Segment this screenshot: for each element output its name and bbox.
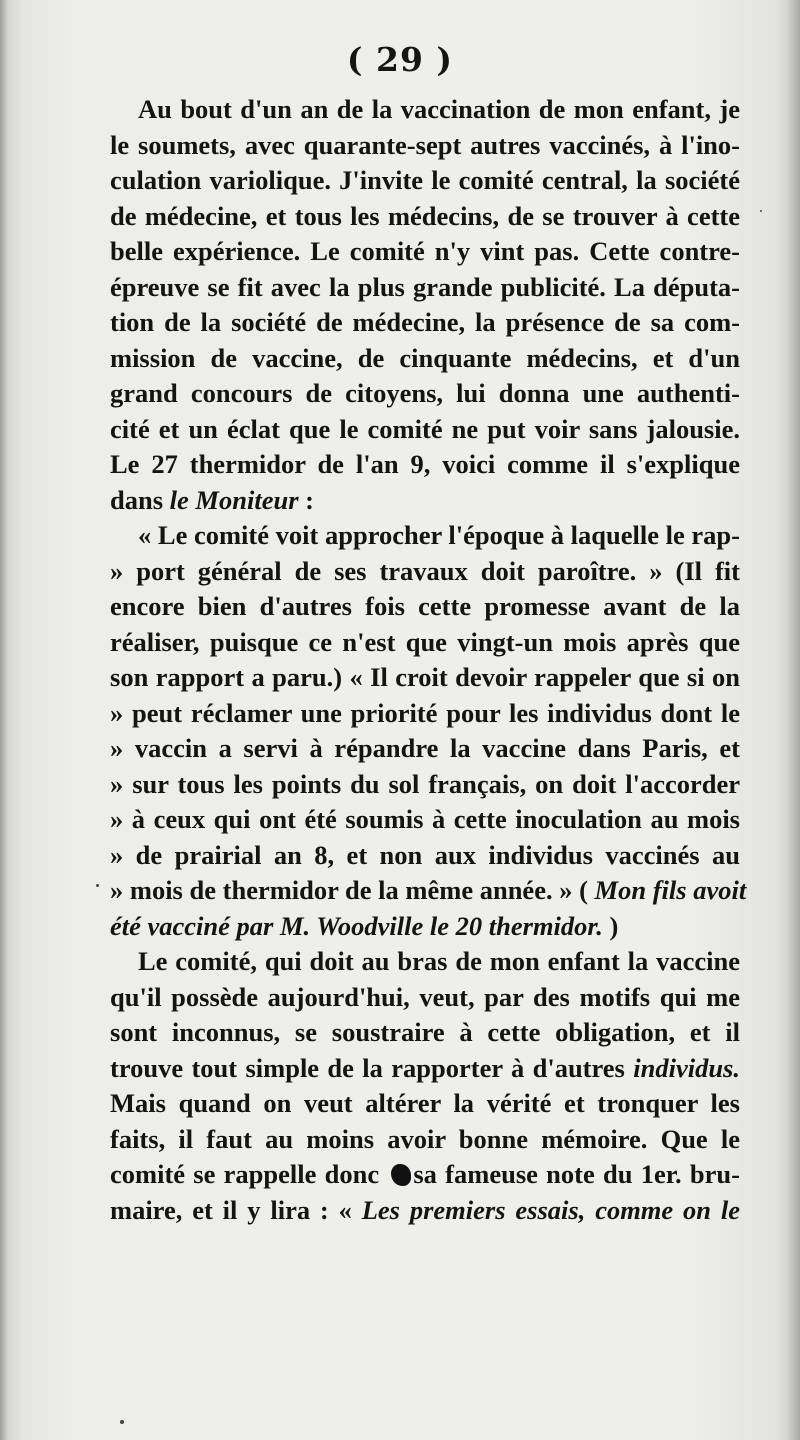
page-number: ( 29 ) [346, 40, 454, 79]
text-line [110, 660, 740, 696]
line-text: » à ceux qui ont été soumis à cette inoculation au mois [110, 804, 740, 834]
line-text: réaliser, puisque ce n'est que vingt-un mois après que [110, 626, 740, 657]
text-line [110, 447, 740, 483]
line-text: Au bout d'un an de la vaccination de mon enfant, je [138, 94, 740, 124]
line-text: Le 27 thermidor de l'an 9, voici comme il s'explique [110, 449, 740, 479]
text-line [110, 873, 747, 909]
line-text: tion de la société de médecine, la présence de sa com- [110, 307, 740, 337]
text-line [110, 92, 740, 128]
text-line [110, 234, 740, 270]
text-line [110, 1051, 740, 1087]
line-text: cité et un éclat que le comité ne put voir sans jalousie. [110, 413, 740, 444]
line-text: Le comité, qui doit au bras de mon enfant la vaccine [138, 946, 740, 976]
line-text: faits, il faut au moins avoir bonne mémoire. Que le [110, 1123, 740, 1154]
text-line [110, 909, 740, 945]
line-text: son rapport a paru.) « Il croit devoir rappeler que si on [110, 662, 740, 692]
line-text: ) [602, 910, 619, 941]
page-right-edge [786, 0, 800, 1440]
text-line [110, 270, 740, 306]
line-text: sa fameuse note du 1er. bru- [413, 1159, 740, 1189]
line-text: » de prairial an 8, et non aux individus vaccinés au [110, 839, 740, 870]
text-line [110, 589, 740, 625]
italic-text: le Moniteur [169, 484, 299, 515]
text-line [110, 128, 740, 164]
line-text: » peut réclamer une priorité pour les individus dont le [110, 697, 740, 728]
italic-text: Les premiers essais, comme on le [361, 1194, 741, 1225]
text-line [110, 944, 740, 980]
italic-text: individus. [633, 1052, 740, 1083]
line-text: culation variolique. J'invite le comité central, la société [110, 165, 740, 195]
page-left-edge [0, 0, 8, 1440]
line-text: comité se rappelle donc [110, 1159, 388, 1189]
text-line [110, 980, 740, 1016]
line-text: de médecine, et tous les médecins, de se trouver à cette [110, 200, 740, 231]
line-text: » vaccin a servi à répandre la vaccine dans Paris, et [110, 733, 740, 763]
line-text: belle expérience. Le comité n'y vint pas. Cette contre- [110, 236, 740, 266]
ink-blot-icon [391, 1164, 411, 1186]
text-line [110, 838, 740, 874]
text-line [110, 554, 740, 590]
text-line [110, 412, 740, 448]
line-text: qu'il possède aujourd'hui, veut, par des motifs qui me [110, 981, 740, 1012]
line-text: épreuve se fit avec la plus grande publicité. La députa- [110, 271, 740, 302]
line-text: grand concours de citoyens, lui donna une authenti- [110, 378, 740, 408]
text-line [110, 199, 740, 235]
line-text: : [298, 484, 314, 515]
body-text [110, 92, 747, 1228]
paper-speck [96, 884, 99, 887]
line-text: encore bien d'autres fois cette promesse avant de la [110, 591, 740, 621]
text-line [110, 341, 740, 377]
text-line [110, 767, 740, 803]
line-text: » port général de ses travaux doit paroître. » (Il fit [110, 555, 740, 586]
text-line [110, 1122, 740, 1158]
line-text: » mois de thermidor de la même année. » ( [110, 875, 595, 905]
text-line [110, 1157, 740, 1193]
text-line [110, 696, 740, 732]
line-text: « Le comité voit approcher l'époque à laquelle le rap- [138, 520, 740, 550]
paper-speck [120, 1420, 124, 1424]
text-line [110, 1015, 740, 1051]
italic-text: Mon fils avoit [594, 875, 747, 905]
line-text: dans [110, 484, 170, 515]
paper-speck [760, 210, 762, 212]
italic-text: été vacciné par M. Woodville le 20 thermidor. [110, 910, 603, 941]
text-line [110, 305, 740, 341]
line-text: Mais quand on veut altérer la vérité et tronquer les [110, 1088, 740, 1118]
text-line [110, 731, 740, 767]
text-line [110, 625, 740, 661]
text-line [110, 163, 740, 199]
line-text: mission de vaccine, de cinquante médecins, et d'un [110, 342, 740, 373]
text-line [110, 1193, 740, 1229]
line-text: trouve tout simple de la rapporter à d'autres [110, 1052, 634, 1083]
line-text: maire, et il y lira : « [110, 1194, 362, 1225]
text-line [110, 483, 740, 519]
line-text: sont inconnus, se soustraire à cette obligation, et il [110, 1017, 740, 1047]
line-text: » sur tous les points du sol français, on doit l'accorder [110, 768, 740, 799]
text-line [110, 518, 740, 554]
line-text: le soumets, avec quarante-sept autres vaccinés, à l'ino- [110, 129, 740, 160]
text-line [110, 802, 740, 838]
text-line [110, 376, 740, 412]
text-line [110, 1086, 740, 1122]
